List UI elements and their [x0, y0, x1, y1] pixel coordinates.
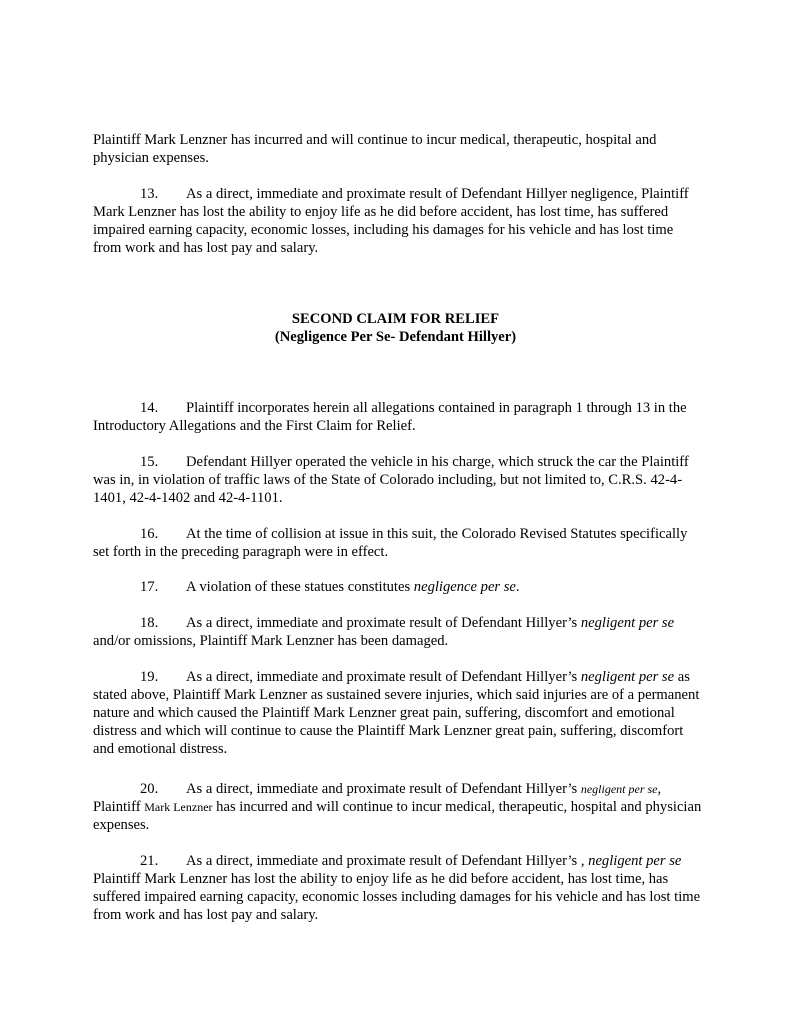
paragraph-15 — [93, 453, 705, 507]
paragraph-text: Defendant Hillyer operated the vehicle in his charge, which struck the car the Plaintiff was in, in violation of traffic laws of the State of Colorado including, but not limited to, C.R.S. 42-4-1401, 42-4-1402 and 42-4-1101. — [93, 454, 689, 506]
paragraph-number: 14. — [140, 400, 159, 416]
paragraph-text: As a direct, immediate and proximate result of Defendant Hillyer’s — [186, 615, 581, 631]
paragraph-text: , Plaintiff — [93, 781, 662, 815]
paragraph-number: 21. — [140, 853, 159, 869]
paragraph-text: has incurred and will continue to incur medical, therapeutic, hospital and physician expenses. — [93, 799, 702, 833]
paragraph-number: 20. — [140, 781, 159, 797]
paragraph-17 — [93, 578, 705, 596]
paragraph-text: A violation of these statues constitutes — [186, 579, 414, 595]
claim-heading-title: SECOND CLAIM FOR RELIEF — [291, 311, 500, 327]
paragraph-text: As a direct, immediate and proximate result of Defendant Hillyer’s — [186, 669, 581, 685]
paragraph-number: 15. — [140, 454, 159, 470]
italic-term: negligent per se — [580, 669, 675, 685]
paragraph-13 — [93, 185, 705, 257]
paragraph-number: 19. — [140, 669, 159, 685]
plaintiff-name-small: Mark Lenzner — [144, 800, 213, 814]
paragraph-19 — [93, 668, 705, 758]
paragraph-20 — [93, 780, 705, 834]
italic-term-small: negligent per se — [580, 782, 658, 796]
paragraph-number: 13. — [140, 186, 159, 202]
paragraph-text: as stated above, Plaintiff Mark Lenzner as sustained severe injuries, which said injuries are of a permanent nature and which caused the Plaintiff Mark Lenzner great pain, suffering, discomfort and emotional distress and which will continue to cause the Plaintiff Mark Lenzner great pain, suffering, discomfort and emotional distress. — [93, 669, 700, 757]
paragraph-16 — [93, 525, 705, 561]
paragraph-text: Plaintiff Mark Lenzner has lost the ability to enjoy life as he did before accident, has lost time, has suffered impaired earning capacity, economic losses including damages for his vehicle and has lost time from work and has lost pay and salary. — [93, 871, 701, 923]
claim-heading-subtitle: (Negligence Per Se- Defendant Hillyer) — [274, 329, 517, 345]
paragraph-number: 18. — [140, 615, 159, 631]
italic-term: negligent per se — [588, 853, 682, 869]
paragraph-18 — [93, 614, 705, 650]
paragraph-number: 16. — [140, 526, 159, 542]
paragraph-number: 17. — [140, 579, 159, 595]
paragraph-text: As a direct, immediate and proximate result of Defendant Hillyer’s — [186, 781, 581, 797]
paragraph-continuation — [93, 131, 705, 167]
paragraph-text: At the time of collision at issue in this suit, the Colorado Revised Statutes specifically set forth in the preceding paragraph were in effect. — [93, 526, 688, 560]
paragraph-text: As a direct, immediate and proximate result of Defendant Hillyer’s , — [186, 853, 589, 869]
paragraph-14 — [93, 399, 705, 435]
paragraph-text: As a direct, immediate and proximate result of Defendant Hillyer negligence, Plaintiff Mark Lenzner has lost the ability to enjoy life as he did before accident, has lost time, has suffered impaired earning capacity, economic losses, including his damages for his vehicle and has lost time from work and has lost pay and salary. — [93, 186, 689, 256]
paragraph-text: Plaintiff incorporates herein all allegations contained in paragraph 1 through 13 in the Introductory Allegations and the First Claim for Relief. — [93, 400, 687, 434]
paragraph-21 — [93, 852, 705, 924]
italic-term: negligent per se — [580, 615, 675, 631]
paragraph-text: . — [515, 579, 520, 595]
paragraph-text: and/or omissions, Plaintiff Mark Lenzner has been damaged. — [93, 633, 449, 649]
italic-term: negligence per se — [413, 579, 516, 595]
paragraph-text: Plaintiff Mark Lenzner has incurred and will continue to incur medical, therapeutic, hospital and physician expenses. — [93, 132, 657, 166]
